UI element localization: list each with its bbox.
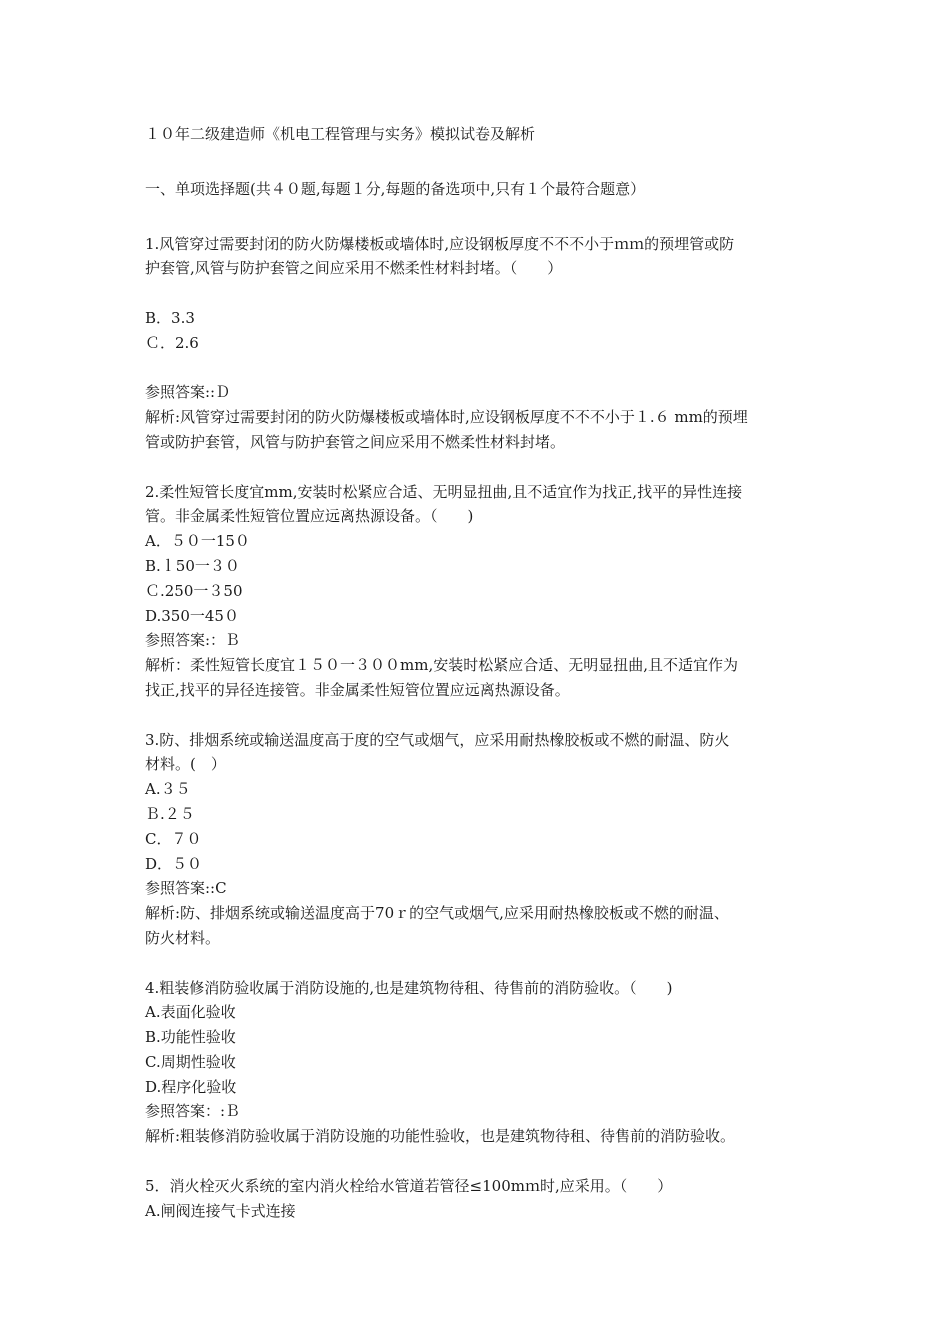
question-4-answer: 参照答案：:Ｂ bbox=[145, 1102, 241, 1121]
question-1 bbox=[145, 232, 815, 455]
question-2-stem-line-2: 管。非金属柔性短管位置应远离热源设备。（ ) bbox=[145, 507, 474, 526]
question-3-analysis-line-1: 解析:防、排烟系统或输送温度高于70ｒ的空气或烟气,应采用耐热橡胶板或不燃的耐温、 bbox=[145, 904, 729, 923]
question-1-answer: 参照答案::Ｄ bbox=[145, 383, 231, 402]
document-body bbox=[145, 122, 815, 1223]
question-2-option-c: Ｃ.250一３50 bbox=[145, 581, 243, 600]
question-3-option-d: D．５０ bbox=[145, 854, 203, 873]
question-3-stem-line-1: 3.防、排烟系统或输送温度高于度的空气或烟气，应采用耐热橡胶板或不燃的耐温、防火 bbox=[145, 730, 730, 749]
question-1-option-c: Ｃ．2.6 bbox=[145, 333, 199, 352]
question-4-option-b: B.功能性验收 bbox=[145, 1028, 236, 1047]
question-3 bbox=[145, 728, 815, 951]
question-3-option-a: A.３５ bbox=[145, 780, 191, 799]
question-4 bbox=[145, 976, 815, 1150]
question-3-option-c: C．７０ bbox=[145, 829, 202, 848]
question-2-analysis-line-1: 解析：柔性短管长度宜１５０一３００mm,安装时松紧应合适、无明显扭曲,且不适宜作为 bbox=[145, 656, 738, 675]
question-2-option-a: A．５０一15０ bbox=[145, 532, 250, 551]
question-2 bbox=[145, 480, 815, 703]
question-4-option-c: C.周期性验收 bbox=[145, 1052, 236, 1071]
question-1-stem-line-2: 护套管,风管与防护套管之间应采用不燃柔性材料封堵。（ ） bbox=[145, 259, 563, 278]
question-1-option-b: B．3.3 bbox=[145, 308, 195, 327]
question-2-answer: 参照答案:：Ｂ bbox=[145, 631, 241, 650]
question-2-analysis-line-2: 找正,找平的异径连接管。非金属柔性短管位置应远离热源设备。 bbox=[145, 680, 570, 699]
question-3-answer: 参照答案::C bbox=[145, 879, 227, 898]
question-5-option-a: A.闸阀连接气卡式连接 bbox=[145, 1201, 296, 1220]
question-1-analysis-line-2: 管或防护套管，风管与防护套管之间应采用不燃柔性材料封堵。 bbox=[145, 432, 566, 451]
question-4-stem-line-1: 4.粗装修消防验收属于消防设施的,也是建筑物待租、待售前的消防验收。（ ) bbox=[145, 978, 673, 997]
question-3-stem-line-2: 材料。( ） bbox=[145, 755, 226, 774]
question-5 bbox=[145, 1174, 815, 1224]
question-1-stem-line-1: 1.风管穿过需要封闭的防火防爆楼板或墙体时,应设钢板厚度不不不小于ｍｍ的预埋管或防 bbox=[145, 234, 735, 253]
question-4-option-a: A.表面化验收 bbox=[145, 1003, 236, 1022]
question-3-analysis-line-2: 防火材料。 bbox=[145, 928, 221, 947]
question-1-analysis-line-1: 解析:风管穿过需要封闭的防火防爆楼板或墙体时,应设钢板厚度不不不小于１.６ mm的预埋 bbox=[145, 408, 748, 427]
question-3-option-b: Ｂ.２５ bbox=[145, 804, 195, 823]
document-title: １０年二级建造师《机电工程管理与实务》模拟试卷及解析 bbox=[145, 125, 536, 143]
question-2-stem-line-1: 2.柔性短管长度宜mm,安装时松紧应合适、无明显扭曲,且不适宜作为找正,找平的异性连接 bbox=[145, 482, 743, 501]
question-4-option-d: D.程序化验收 bbox=[145, 1077, 237, 1096]
question-4-analysis-line-1: 解析:粗装修消防验收属于消防设施的功能性验收，也是建筑物待租、待售前的消防验收。 bbox=[145, 1127, 736, 1146]
question-5-stem-line-1: 5．消火栓灭火系统的室内消火栓给水管道若管径≤100mｍ时,应采用。（ ） bbox=[145, 1176, 673, 1195]
question-2-option-d: D.350一45０ bbox=[145, 606, 239, 625]
question-2-option-b: B.ｌ50一３０ bbox=[145, 556, 240, 575]
section-heading: 一、单项选择题(共４０题,每题１分,每题的备选项中,只有１个最符合题意） bbox=[145, 179, 646, 198]
